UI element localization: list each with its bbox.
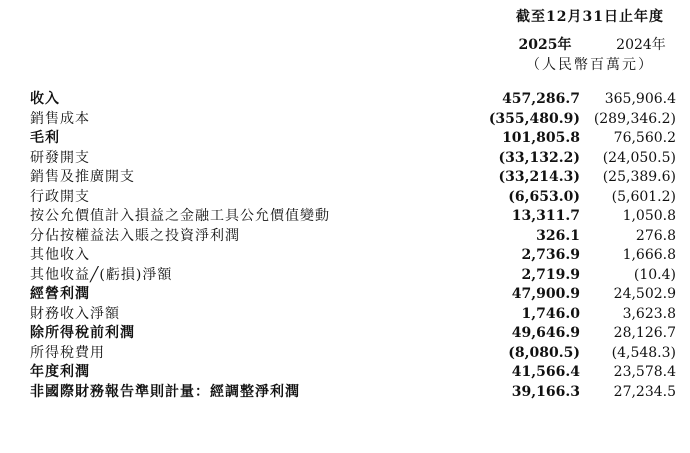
value-2024: 28,126.7 [613,325,676,341]
column-header-2025: 2025年 [518,37,572,53]
value-2025: 1,746.0 [521,305,580,322]
value-2025: 326.1 [536,227,580,244]
table-row [0,266,690,286]
row-label: 其他收益╱(虧損)淨額 [30,266,173,283]
row-label: 非國際財務報告準則計量：經調整淨利潤 [30,383,300,400]
value-2024: (4,548.3) [611,344,676,361]
row-label: 經營利潤 [30,286,90,302]
row-label: 除所得稅前利潤 [30,325,135,341]
value-2025: 101,805.8 [502,130,580,146]
value-2024: 1,050.8 [622,208,676,224]
value-2025: 47,900.9 [511,286,580,302]
value-2024: (5,601.2) [611,188,676,205]
row-label: 毛利 [30,130,60,146]
row-label: 銷售成本 [30,110,90,127]
period-heading: 截至12月31日止年度 [516,9,664,25]
row-label: 其他收入 [30,247,90,263]
value-2025: (8,080.5) [508,344,580,361]
table-row [0,324,690,344]
value-2025: 457,286.7 [502,91,580,107]
table-row [0,207,690,227]
value-2024: (25,389.6) [602,169,676,185]
row-label: 按公允價值計入損益之金融工具公允價值變動 [30,208,330,224]
value-2025: 49,646.9 [511,325,580,341]
value-2024: 1,666.8 [622,247,676,263]
table-row [0,188,690,208]
value-2025: (6,653.0) [508,188,580,205]
value-2025: (33,132.2) [498,149,580,166]
value-2025: 39,166.3 [511,383,580,400]
value-2025: 13,311.7 [511,208,580,224]
table-row [0,129,690,149]
table-row [0,110,690,130]
row-label: 行政開支 [30,188,90,205]
column-header-2024: 2024年 [616,37,666,53]
table-row [0,344,690,364]
value-2024: (10.4) [633,266,676,283]
value-2024: 27,234.5 [613,383,676,400]
table-row [0,246,690,266]
table-row [0,90,690,110]
value-2025: 2,736.9 [521,247,580,263]
value-2024: 276.8 [635,227,676,244]
table-row [0,285,690,305]
table-row [0,305,690,325]
value-2024: (24,050.5) [602,149,676,166]
row-label: 所得稅費用 [30,344,105,361]
row-label: 財務收入淨額 [30,305,120,322]
value-2024: 3,623.8 [622,305,676,322]
table-row [0,168,690,188]
row-label: 銷售及推廣開支 [30,169,135,185]
value-2024: 23,578.4 [613,364,676,380]
table-row [0,363,690,383]
table-row [0,383,690,403]
value-2025: (33,214.3) [498,169,580,185]
row-label: 研發開支 [30,149,90,166]
income-statement-table [0,90,690,402]
value-2024: 24,502.9 [613,286,676,302]
row-label: 收入 [30,91,60,107]
unit-label: （人民幣百萬元） [526,57,654,73]
table-row [0,227,690,247]
value-2024: (289,346.2) [593,110,676,127]
row-label: 分佔按權益法入賬之投資淨利潤 [30,227,240,244]
value-2025: 2,719.9 [521,266,580,283]
row-label: 年度利潤 [30,364,90,380]
value-2024: 365,906.4 [604,91,676,107]
value-2025: 41,566.4 [511,364,580,380]
value-2025: (355,480.9) [488,110,580,127]
table-row [0,149,690,169]
value-2024: 76,560.2 [613,130,676,146]
